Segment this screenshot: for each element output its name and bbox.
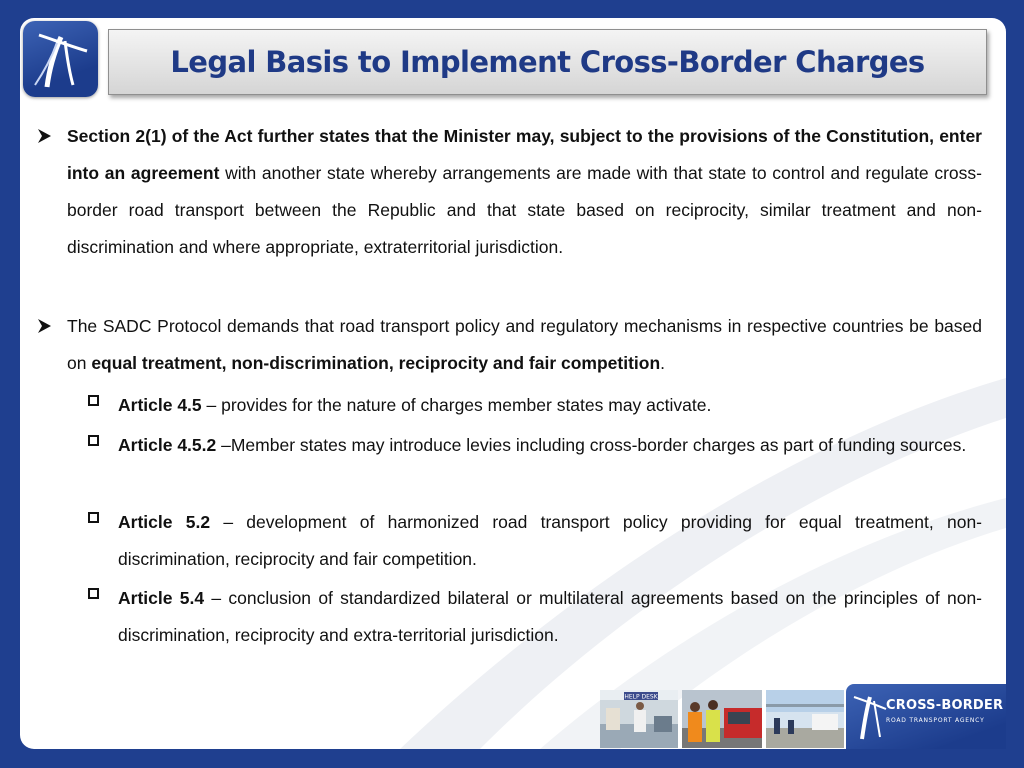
arrow-bullet-icon bbox=[36, 317, 54, 335]
checkbox-bullet-icon bbox=[88, 512, 99, 523]
sub-bullet-text: Article 4.5.2 –Member states may introduce levies including cross-border charges as part of funding sources. bbox=[118, 435, 967, 455]
bullet-item bbox=[36, 118, 982, 266]
bullet-text: The SADC Protocol demands that road transport policy and regulatory mechanisms in respective countries be based on equal treatment, non-discrimination, reciprocity and fair competition. bbox=[67, 316, 982, 373]
border-post-photo-icon bbox=[766, 690, 844, 748]
sub-bullet-item bbox=[88, 427, 982, 464]
help-desk-sign: HELP DESK bbox=[624, 693, 658, 701]
brand-subtitle: ROAD TRANSPORT AGENCY bbox=[886, 717, 985, 724]
brand-name: CROSS-BORDER bbox=[886, 698, 1004, 713]
photo-road-inspection bbox=[682, 690, 762, 748]
sub-bullet-item bbox=[88, 504, 982, 578]
agency-logo-bottom bbox=[846, 684, 1006, 749]
page-title: Legal Basis to Implement Cross-Border Charges bbox=[170, 45, 925, 79]
sub-bullet-text: Article 5.4 – conclusion of standardized bilateral or multilateral agreements based on the principles of non-discrimination, reciprocity and extra-territorial jurisdiction. bbox=[118, 588, 983, 645]
photo-help-desk bbox=[600, 690, 678, 748]
sub-bullet-text: Article 4.5 – provides for the nature of charges member states may activate. bbox=[118, 395, 712, 415]
agency-logo-top bbox=[23, 21, 98, 97]
road-swoosh-icon bbox=[23, 21, 98, 97]
arrow-bullet-icon bbox=[36, 127, 54, 145]
road-inspection-photo-icon bbox=[682, 690, 762, 748]
checkbox-bullet-icon bbox=[88, 395, 99, 406]
sub-bullet-item bbox=[88, 387, 982, 424]
sub-bullet-text: Article 5.2 – development of harmonized road transport policy providing for equal treatment, non-discrimination, reciprocity and fair competition. bbox=[118, 512, 983, 569]
bullet-item bbox=[36, 308, 982, 382]
photo-border-post bbox=[766, 690, 844, 748]
bullet-text: Section 2(1) of the Act further states that the Minister may, subject to the provisions of the Constitution, enter into an agreement with another state whereby arrangements are made with that state to control and regulate cross-border road transport between the Republic and that state based on reciprocity, similar treatment and non-discrimination and where appropriate, extraterritorial jurisdiction. bbox=[67, 126, 982, 257]
help-desk-photo-icon bbox=[600, 690, 678, 748]
road-swoosh-icon bbox=[848, 687, 888, 747]
checkbox-bullet-icon bbox=[88, 588, 99, 599]
checkbox-bullet-icon bbox=[88, 435, 99, 446]
title-bar bbox=[108, 29, 987, 95]
sub-bullet-item bbox=[88, 580, 982, 654]
